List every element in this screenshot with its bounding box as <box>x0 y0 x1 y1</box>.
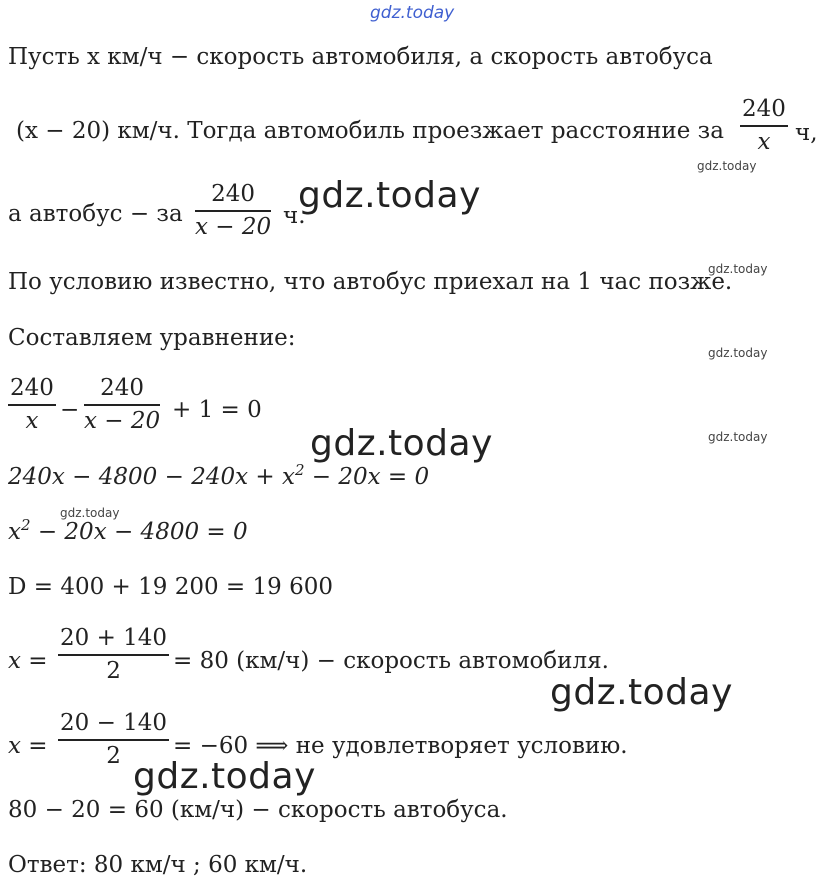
fraction-240-over-x-minus-20 <box>195 183 271 239</box>
equation-6-lhs: x = <box>8 733 48 759</box>
watermark-small: gdz.today <box>697 159 757 173</box>
watermark-big: gdz.today <box>298 175 481 216</box>
watermark-big: gdz.today <box>133 756 316 797</box>
fraction-denominator: 2 <box>106 657 121 684</box>
equation-1-fraction-1 <box>8 377 56 433</box>
fraction-numerator: 240 <box>100 375 145 401</box>
fraction-numerator: 240 <box>742 96 786 122</box>
fraction-numerator: 240 <box>211 181 256 207</box>
fraction-numerator: 240 <box>10 375 54 401</box>
equation-3-exponent: 2 <box>20 516 31 534</box>
equation-2-left: 240x − 4800 − 240x + x <box>8 464 295 490</box>
equation-2 <box>8 461 430 490</box>
equation-5-lhs: x = <box>8 648 48 674</box>
watermark-big: gdz.today <box>550 672 733 713</box>
equation-3-left: x <box>8 519 21 545</box>
answer-line: Ответ: 80 км/ч ; 60 км/ч. <box>8 852 308 878</box>
fraction-denominator: x <box>757 128 771 155</box>
watermark-big: gdz.today <box>310 423 493 464</box>
watermark-small: gdz.today <box>60 506 120 520</box>
text-line-1: Пусть x км/ч − скорость автомобиля, а скорость автобуса <box>8 44 713 70</box>
equation-3 <box>8 516 248 545</box>
equation-1-minus: − <box>60 397 80 423</box>
text-line-3: а автобус − за <box>8 201 183 227</box>
equation-7-bus-speed: 80 − 20 = 60 (км/ч) − скорость автобуса. <box>8 797 508 823</box>
watermark-small: gdz.today <box>708 346 768 360</box>
text-line-5: Составляем уравнение: <box>8 325 296 351</box>
equation-4-discriminant: D = 400 + 19 200 = 19 600 <box>8 574 333 600</box>
equation-1-fraction-2 <box>84 377 160 433</box>
watermark-small: gdz.today <box>708 262 768 276</box>
fraction-denominator: x − 20 <box>195 213 272 240</box>
fraction-denominator: x − 20 <box>84 407 161 434</box>
equation-2-right: − 20x = 0 <box>304 464 430 490</box>
equation-1-tail: + 1 = 0 <box>172 397 262 423</box>
fraction-denominator: 2 <box>106 742 121 769</box>
equation-5-fraction <box>58 627 169 683</box>
fraction-numerator: 20 − 140 <box>60 710 168 736</box>
fraction-denominator: x <box>25 407 39 434</box>
fraction-240-over-x <box>740 98 788 154</box>
text-line-2: (x − 20) км/ч. Тогда автомобиль проезжает расстояние за <box>16 118 724 144</box>
equation-5-result: = 80 (км/ч) − скорость автомобиля. <box>173 648 609 674</box>
fraction-numerator: 20 + 140 <box>60 625 168 651</box>
watermark-small: gdz.today <box>708 430 768 444</box>
watermark-top: gdz.today <box>370 3 455 23</box>
text-line-4: По условию известно, что автобус приехал на 1 час позже. <box>8 269 733 295</box>
equation-3-right: − 20x − 4800 = 0 <box>30 519 248 545</box>
equation-6-result: = −60 ⟹ не удовлетворяет условию. <box>173 733 628 759</box>
equation-2-exponent: 2 <box>294 461 305 479</box>
text-line-2-end: ч, <box>795 120 818 146</box>
text-line-3-end: ч. <box>283 203 306 229</box>
